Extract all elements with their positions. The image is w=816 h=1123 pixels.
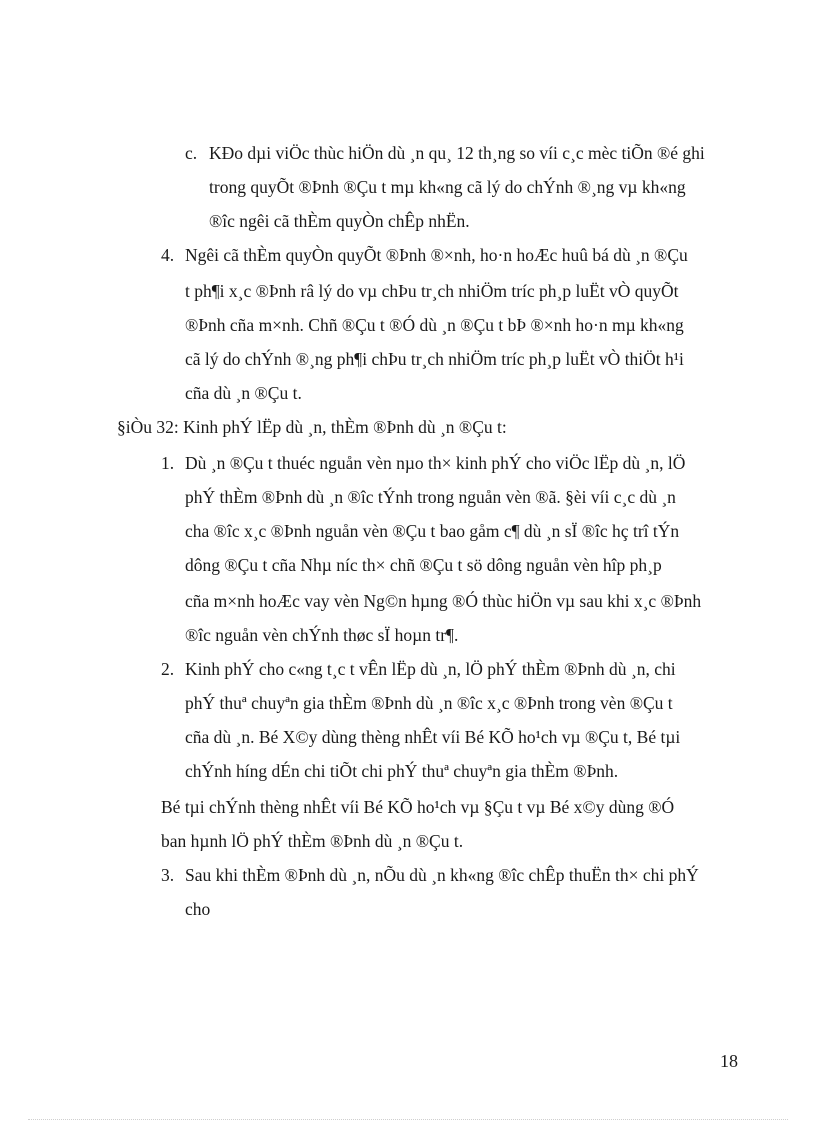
list-marker-3: 3. [161,865,175,885]
item-1-line-5: cña m×nh hoÆc vay vèn Ng©n hµng ®Ó thùc hiÖn vµ sau khi x¸c ®Þnh [185,591,702,611]
list-marker-2: 2. [161,659,175,679]
item-1-line-4: dông ®Çu t cña Nhµ níc th× chñ ®Çu t sö dông nguån vèn hîp ph¸p [185,555,662,575]
item-3-line-1: Sau khi thÈm ®Þnh dù ¸n, nÕu dù ¸n kh«ng ®îc chÊp thuËn th× chi phÝ [185,865,699,885]
item-4-line-5: cña dù ¸n ®Çu t. [185,383,302,403]
paragraph-line-1: Bé tµi chÝnh thèng nhÊt víi Bé KÕ ho¹ch vµ §Çu t vµ Bé x©y dùng ®Ó [161,797,675,817]
item-1-line-1: Dù ¸n ®Çu t thuéc nguån vèn nµo th× kinh phÝ cho viÖc lËp dù ¸n, lÖ [185,453,686,473]
item-4-line-2: t ph¶i x¸c ®Þnh râ lý do vµ chÞu tr¸ch nhiÖm tríc ph¸p luËt vÒ quyÕt [185,281,679,301]
article-heading: §iÒu 32: Kinh phÝ lËp dù ¸n, thÈm ®Þnh dù ¸n ®Çu t: [117,417,507,437]
list-marker-4: 4. [161,245,175,265]
page-number: 18 [720,1051,738,1071]
item-c-line-3: ®îc ngêi cã thÈm quyÒn chÊp nhËn. [209,211,470,231]
item-2-line-1: Kinh phÝ cho c«ng t¸c t vÊn lËp dù ¸n, lÖ phÝ thÈm ®Þnh dù ¸n, chi [185,659,676,679]
item-2-line-3: cña dù ¸n. Bé X©y dùng thèng nhÊt víi Bé KÕ ho¹ch vµ ®Çu t, Bé tµi [185,727,681,747]
item-4-line-4: cã lý do chÝnh ®¸ng ph¶i chÞu tr¸ch nhiÖm tríc ph¸p luËt vÒ thiÖt h¹i [185,349,684,369]
item-1-line-3: cha ®îc x¸c ®Þnh nguån vèn ®Çu t bao gåm c¶ dù ¸n sÏ ®îc hç trî tÝn [185,521,680,541]
item-2-line-2: phÝ thuª chuyªn gia thÈm ®Þnh dù ¸n ®îc x¸c ®Þnh trong vèn ®Çu t [185,693,673,713]
item-4-line-1: Ngêi cã thÈm quyÒn quyÕt ®Þnh ®×nh, ho·n hoÆc huû bá dù ¸n ®Çu [185,245,688,265]
item-1-line-2: phÝ thÈm ®Þnh dù ¸n ®îc tÝnh trong nguån vèn ®ã. §èi víi c¸c dù ¸n [185,487,676,507]
item-c-line-2: trong quyÕt ®Þnh ®Çu t mµ kh«ng cã lý do chÝnh ®¸ng vµ kh«ng [209,177,686,197]
footer-divider [28,1119,788,1120]
item-3-line-2: cho [185,899,211,919]
item-4-line-3: ®Þnh cña m×nh. Chñ ®Çu t ®Ó dù ¸n ®Çu t bÞ ®×nh ho·n mµ kh«ng [185,315,684,335]
item-2-line-4: chÝnh híng dÉn chi tiÕt chi phÝ thuª chuyªn gia thÈm ®Þnh. [185,761,619,781]
paragraph-line-2: ban hµnh lÖ phÝ thÈm ®Þnh dù ¸n ®Çu t. [161,831,464,851]
list-marker-1: 1. [161,453,175,473]
item-c-line-1: KÐo dµi viÖc thùc hiÖn dù ¸n qu¸ 12 th¸ng so víi c¸c mèc tiÕn ®é ghi [209,143,705,163]
list-marker-c: c. [185,143,198,163]
item-1-line-6: ®îc nguån vèn chÝnh thøc sÏ hoµn tr¶. [185,625,459,645]
